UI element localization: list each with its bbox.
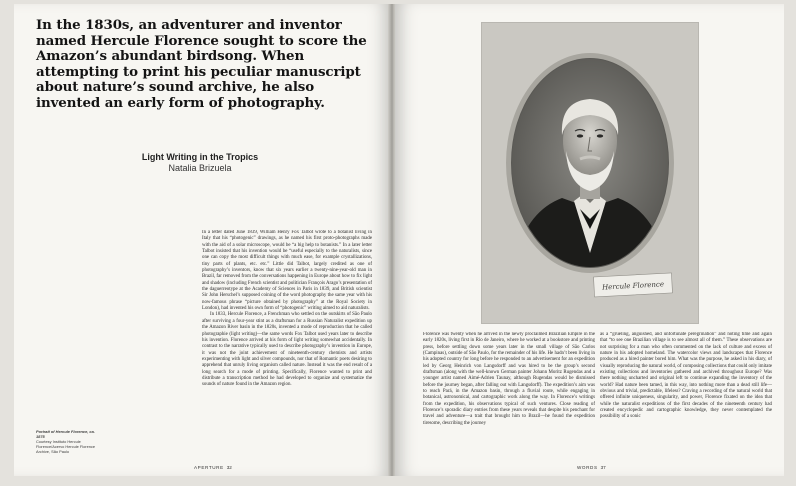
article-title: Light Writing in the Tropics: [141, 152, 259, 162]
caption-credit: Courtesy Instituto Hercule Florence/Acervo Hercule Florence Archive, São Paulo: [36, 438, 96, 454]
right-body-column-1: [423, 332, 595, 460]
right-folio: [577, 465, 606, 470]
folio-page-number: 32: [226, 465, 232, 470]
folio-label: WORDS: [577, 465, 598, 470]
body-paragraph: In a letter dated June 1839, William Henry Fox Talbot wrote to a botanist living in Italy that his “photogenic” drawings, as he named his first proto-photographs made with the aid of a solar microscope, would be “a big help to botanists.” In a later letter Talbot insisted that his invention would be “useful especially to the naturalists, since one can copy the most difficult things with much ease, for example crystallizations, tiny parts of plants, etc. etc.” Little did Talbot, largely credited as one of photography’s inventors, know that six years earlier a twenty-nine-year-old man in Brazil, far removed from the conversations happening in Europe about how to fix light and shadow (including French scientist and politician François Arago’s presentation of the daguerreotype at the Academy of Sciences in Paris in 1839, and British scientist Sir John Herschel’s supposed coining of the word photography the same year with his now-famous phrase “picture obtained by photography” at the Royal Society in London), had invented his own form of “photogenic” writing aimed to aid naturalists.: [202, 230, 372, 312]
byline: [114, 152, 286, 174]
left-folio: [194, 465, 232, 470]
headline: In the 1830s, an adventurer and inventor named Hercule Florence sought to score the Amazon’s abundant birdsong. When attempting to print his peculiar manuscript about nature’s sound archive, he also invented an early form of photography.: [36, 17, 367, 111]
folio-page-number: 37: [600, 465, 606, 470]
portrait-photograph: [481, 22, 699, 324]
body-paragraph: Florence was twenty when he arrived in the newly proclaimed Brazilian Empire in the early 1820s, living first in Rio de Janeiro, where he worked at a bookstore and printing press, before settling down some years later in the small village of São Carlos (Campinas), outside of São Paulo, for the remainder of his life. He hadn’t been living in his adopted country for long before he responded to an advertisement for an expedition led by Georg Heinrich von Langsdorff and was hired to be the group’s second draftsman (along with the well-known German painter Johann Moritz Rugendas and a younger artist named Aimé-Adrien Taunay, although Rugendas would be dismissed before the journey began, after falling out with Langsdorff). The expedition’s aim was to reach Pará, in the Amazon basin, through a fluvial route, while engaging in botanical, astronomical, and cartographic work along the way. In Florence’s writings from the expedition, his observations typical of such ventures. Close reading of Florence’s sporadic diary entries from these years reveals that despite his penchant for travel and adventure—a trait that brought him to Brazil—he found the expedition tiresome, describing the journey: [423, 332, 595, 426]
author-name: Natalia Brizuela: [168, 163, 232, 173]
photo-caption: [36, 430, 100, 455]
caption-title: Portrait of Hercule Florence, ca. 1875: [36, 429, 95, 439]
folio-label: APERTURE: [194, 465, 224, 470]
left-page: [14, 4, 390, 476]
body-paragraph: as a “grueling, anguished, and unfortunate peregrination” and noting time and again that “to see one Brazilian village is to see almost all of them.” These observations are not surprising for a man who often commented on the lack of culture and excess of nature in his adopted homeland. The watercolor views and landscapes that Florence produced as a hired painter bored him. What was the purpose, he asked in his diary, of visually reproducing the natural world, of composing collections that could only imitate existing collections and inventories gathered and archived throughout Europe? Was there nothing uncharted and original left to continue expanding the inventory of the world? Had nature been tamed, in this way, into nothing more than a dead still life—obvious and trivial, predictable, lifeless? Craving a recording of the natural world that offered infinite uniqueness, singularity, and power, Florence fixated on the idea that while the naturalist expeditions of the first decades of the nineteenth century had created encyclopedic and cartographic knowledge, they never contemplated the possibility of a sonic: [600, 332, 772, 420]
right-page: [395, 4, 784, 476]
right-body-column-2: [600, 332, 772, 460]
body-paragraph: In 1833, Hercule Florence, a Frenchman who settled on the outskirts of São Paulo after surviving a four-year stint as a draftsman for a Russian Naturalist expedition up the Amazon River basin in the 1820s, invented a mode of reproduction that he called photographie (light writing)—the same words Fox Talbot used years later to describe his invention. Florence arrived at his form of light writing somewhat accidentally. In contrast to the narrative typically used to describe photography’s invention in Europe, it was not the joint achievement of nineteenth-century chemists and artists experimenting with light and silver compounds, nor that of Romantic poets desiring to apprehend that unruly living organism called nature. Instead it was the end result of a long search for a mode of printing. Specifically, Florence wanted to print and distribute a transcription method he had developed to organize and systematize the sounds of nature found in the Amazon region.: [202, 312, 372, 388]
left-body-column: [202, 230, 372, 458]
portrait-signature: Hercule Florence: [601, 280, 665, 292]
signature-card: [594, 273, 673, 297]
portrait-image: [482, 23, 698, 323]
